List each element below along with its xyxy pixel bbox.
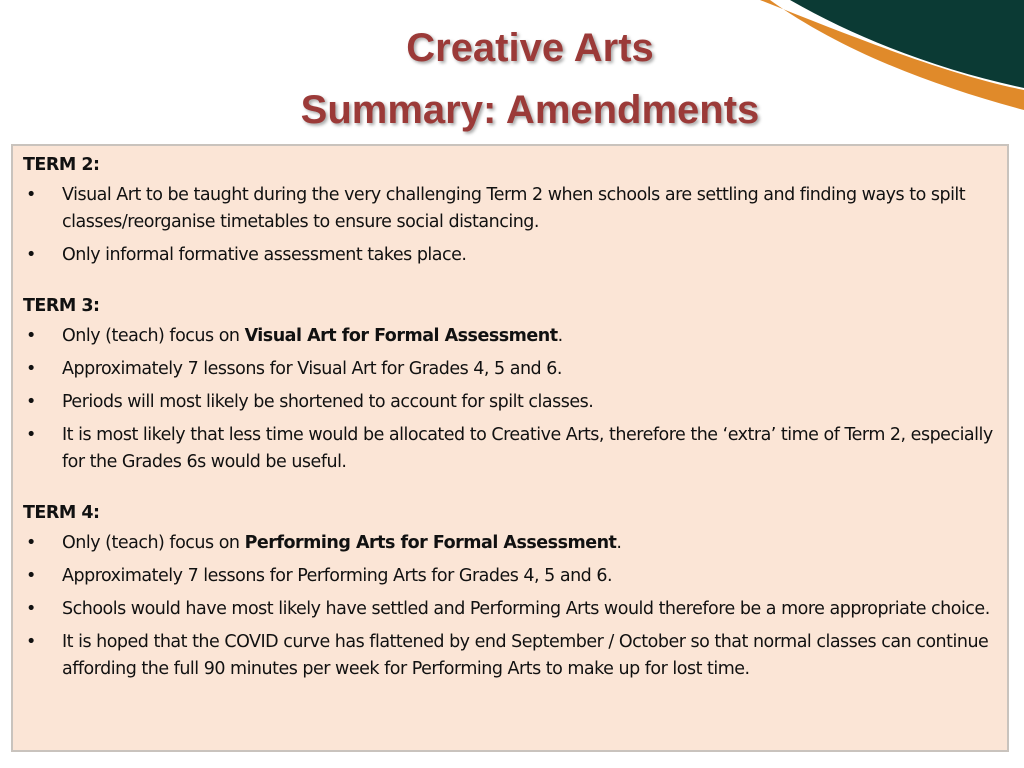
bullet-icon: • xyxy=(26,533,36,553)
list-item: • Only informal formative assessment takes place. xyxy=(23,242,997,269)
bullet-icon: • xyxy=(26,392,36,412)
bullet-icon: • xyxy=(26,632,36,652)
term-2-heading: TERM 2: xyxy=(23,155,100,175)
bullet-icon: • xyxy=(26,425,36,445)
bullet-icon: • xyxy=(26,359,36,379)
bullet-icon: • xyxy=(26,245,36,265)
content-box xyxy=(11,144,1009,752)
bullet-icon: • xyxy=(26,185,36,205)
list-item: • Only (teach) focus on Visual Art for Formal Assessment. xyxy=(23,323,997,350)
slide-subtitle: Summary: Amendments xyxy=(300,88,760,132)
list-item: • It is most likely that less time would be allocated to Creative Arts, therefore the ‘extra’ time of Term 2, especially for the Grades 6s would be useful. xyxy=(23,422,997,476)
term-3-heading: TERM 3: xyxy=(23,296,100,316)
emphasis-text: Visual Art for Formal Assessment xyxy=(244,326,558,346)
term-4-heading: TERM 4: xyxy=(23,503,100,523)
slide-title: Creative Arts xyxy=(406,26,654,70)
list-item: • Only (teach) focus on Performing Arts for Formal Assessment. xyxy=(23,530,997,557)
list-item: • It is hoped that the COVID curve has flattened by end September / October so that normal classes can continue affording the full 90 minutes per week for Performing Arts to make up for lost time. xyxy=(23,629,997,683)
list-item: • Schools would have most likely have settled and Performing Arts would therefore be a more appropriate choice. xyxy=(23,596,997,623)
list-item: • Approximately 7 lessons for Visual Art for Grades 4, 5 and 6. xyxy=(23,356,997,383)
bullet-icon: • xyxy=(26,566,36,586)
bullet-icon: • xyxy=(26,599,36,619)
emphasis-text: Performing Arts for Formal Assessment xyxy=(244,533,617,553)
list-item: • Periods will most likely be shortened to account for spilt classes. xyxy=(23,389,997,416)
list-item: • Visual Art to be taught during the very challenging Term 2 when schools are settling and finding ways to spilt classes/reorganise timetables to ensure social distancing. xyxy=(23,182,997,236)
bullet-icon: • xyxy=(26,326,36,346)
list-item: • Approximately 7 lessons for Performing Arts for Grades 4, 5 and 6. xyxy=(23,563,997,590)
